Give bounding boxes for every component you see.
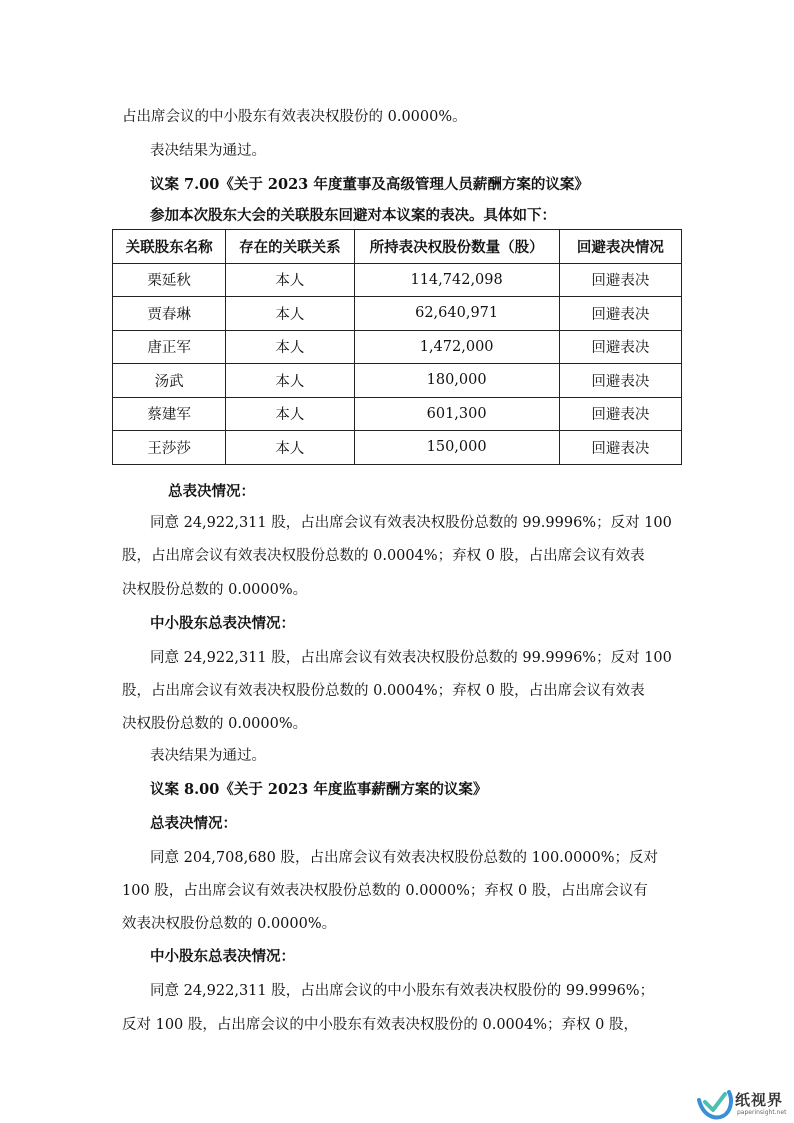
table-cell: 150,000 <box>354 431 559 465</box>
table-cell: 回避表决 <box>559 330 681 364</box>
table-cell: 唐正军 <box>113 330 226 364</box>
column-header: 所持表决权股份数量（股） <box>354 230 559 264</box>
text-line: 100 股，占出席会议有效表决权股份总数的 0.0000%；弃权 0 股，占出席会议有 <box>122 883 648 899</box>
table-cell: 王莎莎 <box>113 431 226 465</box>
text-line: 表决结果为通过。 <box>150 143 266 159</box>
table-row <box>113 397 682 431</box>
minority-vote-heading: 中小股东总表决情况： <box>150 615 295 632</box>
column-header: 存在的关联关系 <box>226 230 354 264</box>
table-cell: 回避表决 <box>559 263 681 297</box>
table-cell: 本人 <box>226 263 354 297</box>
total-vote-heading: 总表决情况： <box>150 815 237 832</box>
section-intro: 参加本次股东大会的关联股东回避对本议案的表决。具体如下： <box>150 207 556 224</box>
table-row <box>113 263 682 297</box>
column-header: 回避表决情况 <box>559 230 681 264</box>
text-line: 同意 24,922,311 股，占出席会议有效表决权股份总数的 99.9996%；反对 100 <box>150 650 672 666</box>
table-row <box>113 364 682 398</box>
text-line: 同意 24,922,311 股，占出席会议的中小股东有效表决权股份的 99.9996%； <box>150 983 655 999</box>
motion-heading: 议案 8.00《关于 2023 年度监事薪酬方案的议案》 <box>150 781 488 798</box>
table-header-row <box>113 230 682 264</box>
table-cell: 蔡建军 <box>113 397 226 431</box>
table-cell: 回避表决 <box>559 431 681 465</box>
table-row <box>113 330 682 364</box>
column-header: 关联股东名称 <box>113 230 226 264</box>
text-line: 同意 24,922,311 股，占出席会议有效表决权股份总数的 99.9996%；反对 100 <box>150 515 672 531</box>
watermark-brand: 纸视界 <box>735 1091 784 1109</box>
text-line: 股，占出席会议有效表决权股份总数的 0.0004%；弃权 0 股，占出席会议有效表 <box>122 683 645 699</box>
table-cell: 贾春琳 <box>113 297 226 331</box>
table-cell: 本人 <box>226 297 354 331</box>
table-row <box>113 431 682 465</box>
table-cell: 180,000 <box>354 364 559 398</box>
text-line: 占出席会议的中小股东有效表决权股份的 0.0000%。 <box>122 109 467 125</box>
table-cell: 回避表决 <box>559 397 681 431</box>
text-line: 效表决权股份总数的 0.0000%。 <box>122 916 337 932</box>
table-cell: 栗延秋 <box>113 263 226 297</box>
text-line: 决权股份总数的 0.0000%。 <box>122 582 308 598</box>
text-line: 同意 204,708,680 股，占出席会议有效表决权股份总数的 100.0000%；反对 <box>150 850 659 866</box>
table-cell: 本人 <box>226 330 354 364</box>
table-cell: 本人 <box>226 364 354 398</box>
table-cell: 汤武 <box>113 364 226 398</box>
table-cell: 本人 <box>226 397 354 431</box>
table-row <box>113 297 682 331</box>
minority-vote-heading: 中小股东总表决情况： <box>150 948 295 965</box>
table-cell: 回避表决 <box>559 297 681 331</box>
total-vote-heading: 总表决情况： <box>168 483 255 500</box>
table-cell: 本人 <box>226 431 354 465</box>
table-cell: 114,742,098 <box>354 263 559 297</box>
text-line: 决权股份总数的 0.0000%。 <box>122 716 308 732</box>
motion-heading: 议案 7.00《关于 2023 年度董事及高级管理人员薪酬方案的议案》 <box>150 176 589 193</box>
text-line: 股，占出席会议有效表决权股份总数的 0.0004%；弃权 0 股，占出席会议有效表 <box>122 548 645 564</box>
related-shareholders-table <box>112 229 682 465</box>
text-line: 反对 100 股，占出席会议的中小股东有效表决权股份的 0.0004%；弃权 0 股， <box>122 1017 638 1033</box>
table-cell: 1,472,000 <box>354 330 559 364</box>
table-cell: 601,300 <box>354 397 559 431</box>
table-cell: 回避表决 <box>559 364 681 398</box>
table-cell: 62,640,971 <box>354 297 559 331</box>
watermark-url: paperinsight.net <box>737 1109 787 1116</box>
text-line: 表决结果为通过。 <box>150 748 266 764</box>
